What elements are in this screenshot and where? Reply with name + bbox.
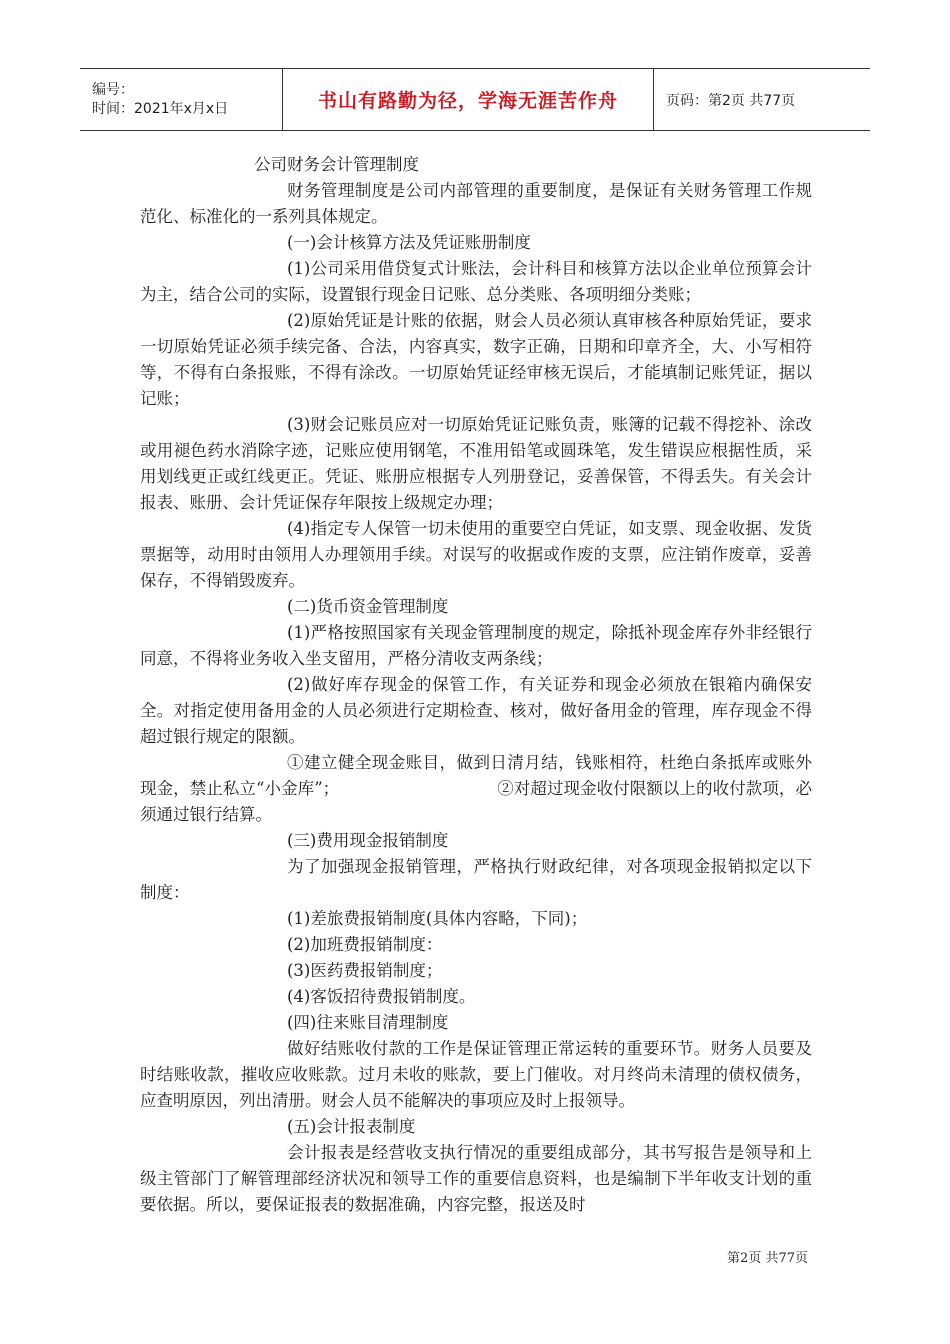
paragraph-2-1: (1)严格按照国家有关现金管理制度的规定，除抵补现金库存外非经银行同意，不得将业务收入坐支留用，严格分清收支两条线； (140, 623, 812, 668)
item-2-b: ②对超过现金收付限额以上的收付款项，必须通过银行结算。 (140, 779, 813, 824)
document-body (140, 152, 812, 1218)
motto-text: 书山有路勤为径，学海无涯苦作舟 (317, 90, 618, 112)
intro-paragraph: 财务管理制度是公司内部管理的重要制度，是保证有关财务管理工作规范化、标准化的一系列具体规定。 (140, 181, 812, 226)
item-2-a: ①建立健全现金账目，做到日清月结，钱账相符，杜绝白条抵库或账外现金，禁止私立“小金库”； (140, 753, 812, 798)
list-item-3-3: (3)医药费报销制度； (287, 961, 443, 980)
page-header (80, 68, 870, 131)
document-title: 公司财务会计管理制度 (254, 155, 419, 174)
section-heading-3: (三)费用现金报销制度 (287, 831, 449, 850)
paragraph-1-2: (2)原始凭证是计账的依据，财会人员必须认真审核各种原始凭证，要求一切原始凭证必须手续完备、合法，内容真实，数字正确，日期和印章齐全，大、小写相符等，不得有白条报账，不得有涂改。一切原始凭证经审核无误后，才能填制记账凭证，据以记账； (140, 311, 812, 408)
paragraph-1-3: (3)财会记账员应对一切原始凭证记账负责，账簿的记载不得挖补、涂改或用褪色药水消除字迹，记账应使用钢笔，不准用铅笔或圆珠笔，发生错误应根据性质，采用划线更正或红线更正。凭证、账册应根据专人列册登记，妥善保管，不得丢失。有关会计报表、账册、会计凭证保存年限按上级规定办理； (140, 415, 812, 512)
section-heading-1: (一)会计核算方法及凭证账册制度 (287, 233, 531, 252)
section-heading-5: (五)会计报表制度 (287, 1117, 416, 1136)
list-item-3-2: (2)加班费报销制度： (287, 935, 443, 954)
date-label: 时间：2021年x月x日 (92, 100, 229, 117)
paragraph-1-1: (1)公司采用借贷复式计账法，会计科目和核算方法以企业单位预算会计为主，结合公司的实际，设置银行现金日记账、总分类账、各项明细分类账； (140, 259, 812, 304)
number-label: 编号： (92, 81, 134, 98)
page-footer (727, 1247, 808, 1266)
paragraph-3-intro: 为了加强现金报销管理，严格执行财政纪律，对各项现金报销拟定以下制度： (140, 857, 812, 902)
paragraph-4-1: 做好结账收付款的工作是保证管理正常运转的重要环节。财务人员要及时结账收款，摧收应收账款。过月未收的账款，要上门催收。对月终尚未清理的债权债务，应查明原因，列出清册。财会人员不能解决的事项应及时上报领导。 (140, 1039, 812, 1110)
footer-page-number: 第2页 共77页 (727, 1251, 808, 1266)
header-motto (282, 69, 654, 130)
header-page (654, 69, 870, 130)
list-item-3-1: (1)差旅费报销制度(具体内容略，下同)； (287, 909, 588, 928)
paragraph-1-4: (4)指定专人保管一切未使用的重要空白凭证，如支票、现金收据、发货票据等，动用时由领用人办理领用手续。对误写的收据或作废的支票，应注销作废章，妥善保存，不得销毁废弃。 (140, 519, 812, 590)
paragraph-2-items (140, 750, 812, 828)
section-heading-2: (二)货币资金管理制度 (287, 597, 449, 616)
header-meta (80, 69, 282, 130)
page-label: 页码：第2页 共77页 (666, 92, 796, 109)
section-heading-4: (四)往来账目清理制度 (287, 1013, 449, 1032)
paragraph-5-1: 会计报表是经营收支执行情况的重要组成部分，其书写报告是领导和上级主管部门了解管理部经济状况和领导工作的重要信息资料，也是编制下半年收支计划的重要依据。所以，要保证报表的数据准确，内容完整，报送及时 (140, 1143, 812, 1214)
paragraph-2-2: (2)做好库存现金的保管工作，有关证券和现金必须放在银箱内确保安全。对指定使用备用金的人员必须进行定期检查、核对，做好备用金的管理，库存现金不得超过银行规定的限额。 (140, 675, 812, 746)
list-item-3-4: (4)客饭招待费报销制度。 (287, 987, 476, 1006)
